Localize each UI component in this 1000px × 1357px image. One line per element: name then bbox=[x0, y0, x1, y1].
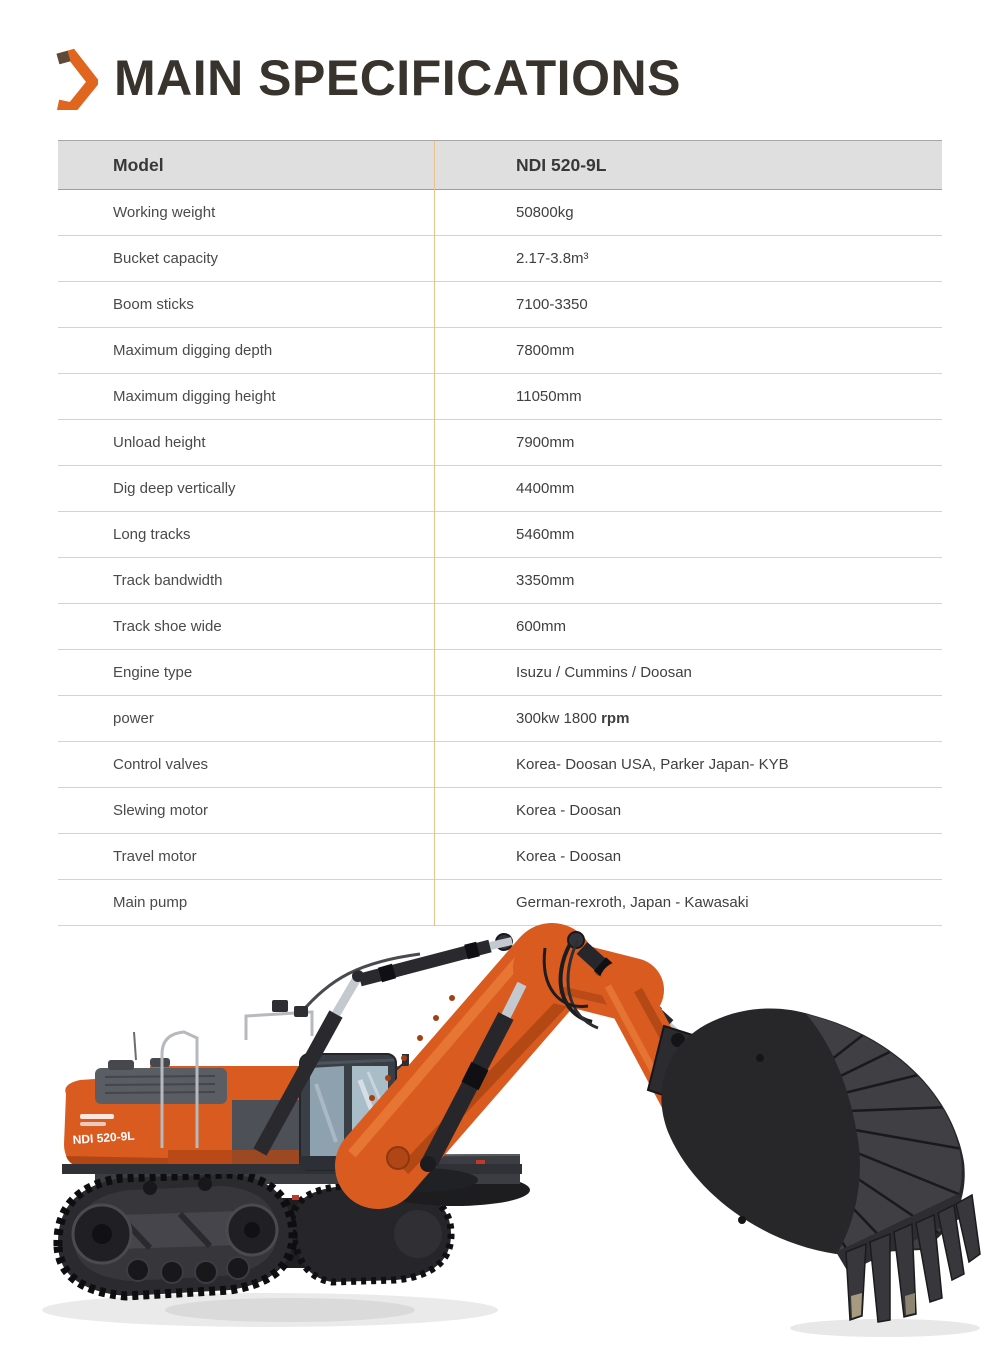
spec-value: 4400mm bbox=[516, 480, 575, 497]
spec-label: Track shoe wide bbox=[113, 618, 222, 635]
antenna bbox=[134, 1032, 136, 1060]
chevron-bracket-icon bbox=[48, 46, 98, 110]
spec-row bbox=[58, 328, 942, 374]
spec-row bbox=[58, 788, 942, 834]
spec-value: Isuzu / Cummins / Doosan bbox=[516, 664, 692, 681]
model-value-header: NDI 520-9L bbox=[516, 154, 607, 175]
excavator-bucket bbox=[661, 982, 980, 1322]
page-title: MAIN SPECIFICATIONS bbox=[114, 50, 681, 106]
spec-value: 2.17-3.8m³ bbox=[516, 250, 589, 267]
spec-row bbox=[58, 190, 942, 236]
spec-label: Slewing motor bbox=[113, 802, 209, 819]
spec-label: Control valves bbox=[113, 756, 209, 773]
spec-label: Maximum digging depth bbox=[113, 342, 273, 359]
near-track bbox=[58, 1174, 293, 1296]
spec-value: 5460mm bbox=[516, 526, 575, 543]
model-column-header: Model bbox=[113, 154, 164, 175]
spec-label: power bbox=[113, 710, 154, 727]
spec-label: Dig deep vertically bbox=[113, 480, 236, 497]
spec-label: Maximum digging height bbox=[113, 388, 276, 405]
spec-row bbox=[58, 420, 942, 466]
spec-row bbox=[58, 282, 942, 328]
spec-value: 3350mm bbox=[516, 572, 575, 589]
machine-model-label: NDI 520-9L bbox=[72, 1128, 136, 1147]
spec-label: Boom sticks bbox=[113, 296, 194, 313]
spec-value: 7900mm bbox=[516, 434, 575, 451]
ground-shadow bbox=[42, 1293, 980, 1337]
spec-label: Unload height bbox=[113, 434, 206, 451]
excavator-image bbox=[0, 918, 1000, 1357]
spec-value: 50800kg bbox=[516, 204, 574, 221]
spec-value: 7800mm bbox=[516, 342, 575, 359]
spec-row bbox=[58, 604, 942, 650]
spec-value: 600mm bbox=[516, 618, 567, 635]
spec-label: Main pump bbox=[113, 894, 188, 911]
spec-row bbox=[58, 374, 942, 420]
spec-value: 11050mm bbox=[516, 388, 582, 405]
spec-value: Korea - Doosan bbox=[516, 802, 622, 819]
spec-value: Korea- Doosan USA, Parker Japan- KYB bbox=[516, 756, 789, 773]
column-divider bbox=[434, 141, 435, 926]
spec-value: Korea - Doosan bbox=[516, 848, 622, 865]
spec-row bbox=[58, 696, 942, 742]
spec-row bbox=[58, 558, 942, 604]
spec-row bbox=[58, 742, 942, 788]
spec-value: 300kw 1800 rpm bbox=[516, 710, 630, 727]
spec-row bbox=[58, 834, 942, 880]
spec-row bbox=[58, 236, 942, 282]
spec-value: German-rexroth, Japan - Kawasaki bbox=[516, 894, 749, 911]
spec-label: Engine type bbox=[113, 664, 193, 681]
spec-row bbox=[58, 466, 942, 512]
spec-label: Long tracks bbox=[113, 526, 191, 543]
specifications-table bbox=[58, 140, 942, 926]
spec-label: Bucket capacity bbox=[113, 250, 219, 267]
spec-row bbox=[58, 512, 942, 558]
page-header bbox=[48, 46, 681, 110]
table-header-row bbox=[58, 141, 942, 190]
spec-label: Travel motor bbox=[113, 848, 197, 865]
spec-row bbox=[58, 650, 942, 696]
spec-value: 7100-3350 bbox=[516, 296, 588, 313]
spec-label: Working weight bbox=[113, 204, 216, 221]
spec-label: Track bandwidth bbox=[113, 572, 223, 589]
